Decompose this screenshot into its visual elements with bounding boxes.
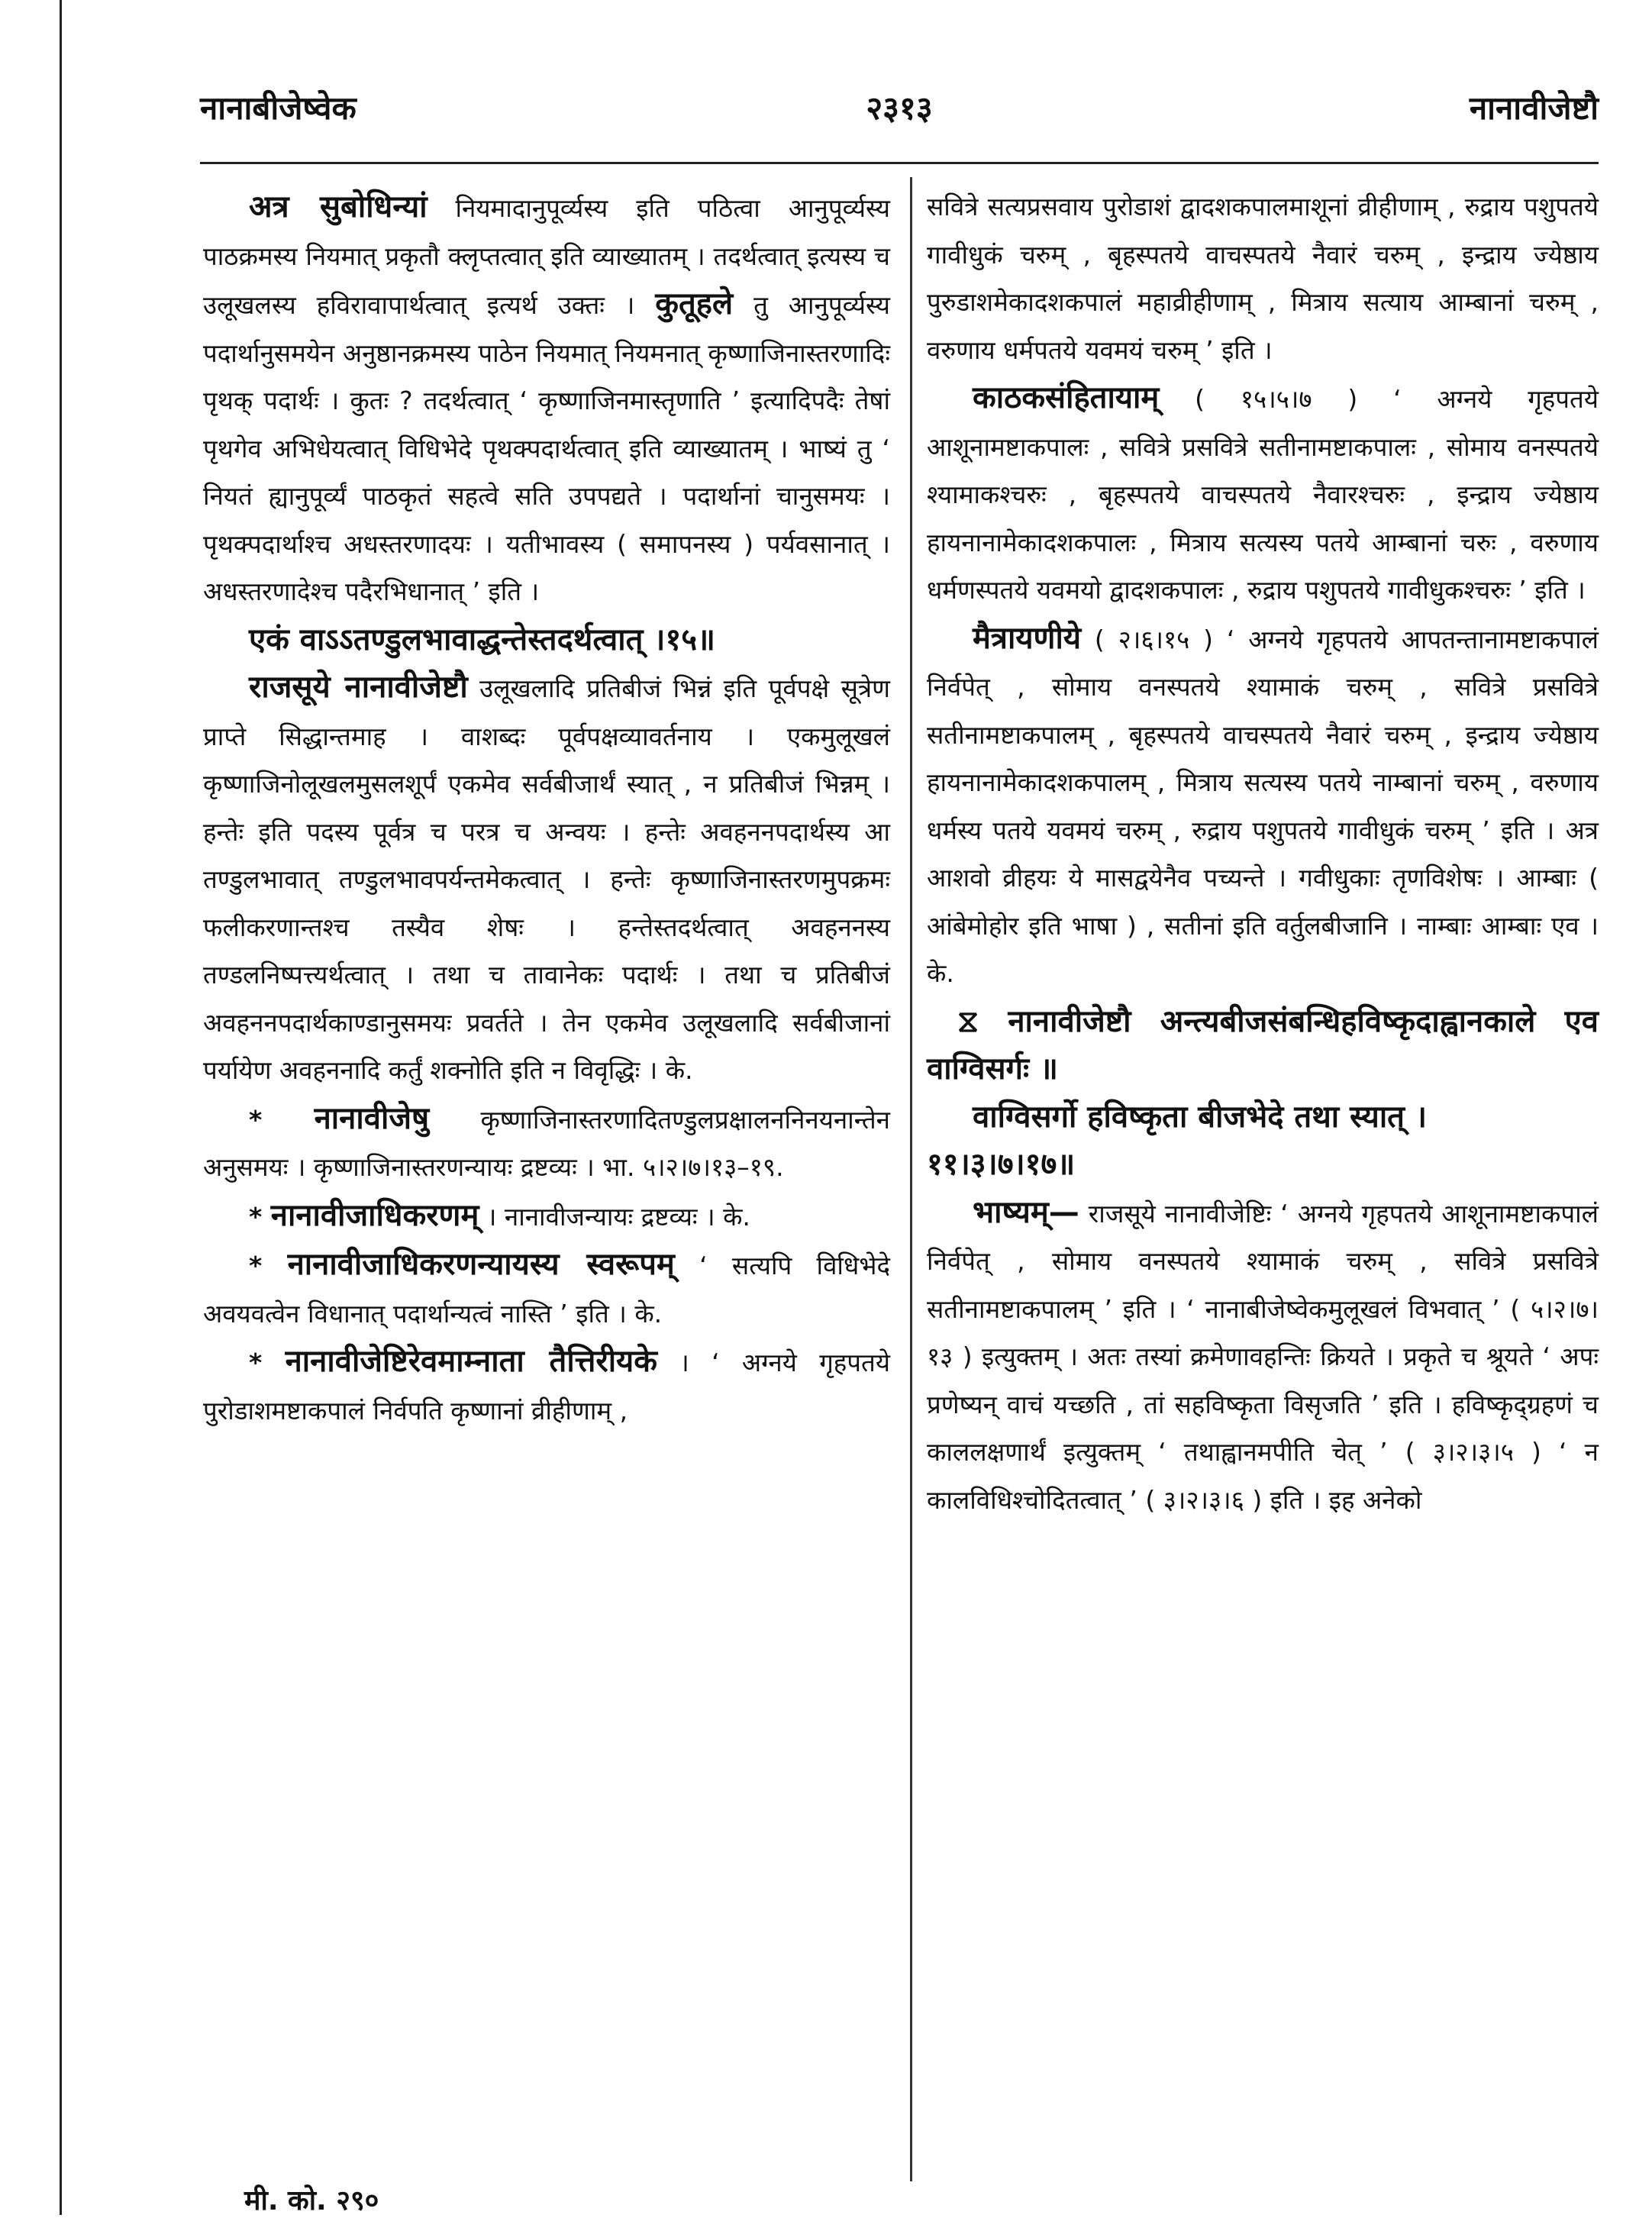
right-section-heading <box>927 998 1599 1093</box>
left-paragraph <box>203 1192 890 1241</box>
lemma: नानावीजाधिकरणन्यायस्य स्वरूपम् <box>287 1247 675 1282</box>
asterisk-marker: * <box>249 1201 271 1232</box>
heading-rest: अन्त्यबीजसंबन्धिहविष्कृदाह्वानकाले एव वाग्विसर्गः ॥ <box>927 1003 1599 1086</box>
right-paragraph <box>927 615 1599 998</box>
asterisk-marker: * <box>249 1104 315 1135</box>
paragraph-text: ‘ सत्यपि विधिभेदे अवयवत्वेन विधानात् पदार्थान्यत्वं नास्ति ’ इति । के. <box>203 1251 890 1329</box>
left-sutra <box>203 616 890 664</box>
column-divider <box>910 177 912 2181</box>
left-paragraph <box>203 183 890 616</box>
page-number: २३१३ <box>866 89 933 127</box>
left-paragraph <box>203 1095 890 1192</box>
lemma: राजसूये नानावीजेष्टौ <box>249 670 468 705</box>
lemma: नानावीजेष्टिरेवमाम्नाता तैत्तिरीयके <box>285 1344 657 1379</box>
paragraph-text: कृष्णाजिनास्तरणादितण्डुलप्रक्षालननिनयनान्तेन अनुसमयः । कृष्णाजिनास्तरणन्यायः द्रष्टव्यः । भा. ५।२।७।१३–१९. <box>203 1104 890 1182</box>
sutra-text: एकं वाऽऽतण्डुलभावाद्धन्तेस्तदर्थत्वात् ।१५॥ <box>249 621 716 657</box>
right-column <box>927 183 1599 1524</box>
paragraph-text: ( १५।५।७ ) ‘ अग्नये गृहपतये आशूनामष्टाकपालः , सवित्रे प्रसवित्रे सतीनामष्टाकपालः , सोमाय वनस्पतये श्यामाकश्चरुः , बृहस्पतये वाचस्पतये नैवारश्चरुः , इन्द्राय ज्येष्ठाय हायनानामेकादशकपालः , मित्राय सत्यस्य पतये आम्बानां चरुः , वरुणाय धर्मणस्पतये यवमयो द्वादशकपालः , रुद्राय पशुपतये गावीधुकश्चरुः ’ इति । <box>927 384 1599 605</box>
paragraph-text: उलूखलादि प्रतिबीजं भिन्नं इति पूर्वपक्षे सूत्रेण प्राप्ते सिद्धान्तमाह । वाशब्दः पूर्वपक्षव्यावर्तनाय । एकमुलूखलं कृष्णाजिनोलूखलमुसलशूर्पं एकमेव सर्वबीजार्थं स्यात् , न प्रतिबीजं भिन्नम् । हन्तेः इति पदस्य पूर्वत्र च परत्र च अन्वयः । हन्तेः अवहननपदार्थस्य आ तण्डुलभावात् तण्डुलभावपर्यन्तमेकत्वात् । हन्तेः कृष्णाजिनास्तरणमुपक्रमः फलीकरणान्तश्च तस्यैव शेषः । हन्तेस्तदर्थत्वात् अवहननस्य तण्डलनिष्पत्त्यर्थत्वात् । तथा च तावानेकः पदार्थः । तथा च प्रतिबीजं अवहननपदार्थकाण्डानुसमयः प्रवर्तते । तेन एकमेव उलूखलादि सर्वबीजानां पर्यायेण अवहननादि कर्तुं शक्नोति इति न विवृद्धिः । के. <box>203 673 891 1085</box>
right-sutra <box>927 1093 1599 1189</box>
header-right-guideword: नानावीजेष्टौ <box>1469 89 1599 127</box>
paragraph-text: तु आनुपूर्व्यस्य पदार्थानुसमयेन अनुष्ठानक्रमस्य पाठेन नियमात् नियमनात् कृष्णाजिनास्तरणादिः पृथक् पदार्थः । कुतः ? तदर्थत्वात् ‘ कृष्णाजिनमास्तृणाति ’ इत्यादिपदैः तेषां पृथगेव अभिधेयत्वात् विधिभेदे पृथक्पदार्थत्वात् इति व्याख्यातम् । भाष्यं तु ‘ नियतं ह्यानुपूर्व्यं पाठकृतं सहत्वे सति उपपद्यते । पदार्थानां चानुसमयः । पृथक्पदार्थाश्च अधस्तरणादयः । यतीभावस्य ( समापनस्य ) पर्यवसानात् । अधस्तरणादेश्च पदैरभिधानात् ’ इति । <box>203 290 890 606</box>
header-left-guideword: नानाबीजेष्वेक <box>200 89 357 127</box>
asterisk-marker: * <box>249 1348 286 1377</box>
running-header <box>200 86 1599 139</box>
lemma: मैत्रायणीये <box>973 620 1082 656</box>
heading-term: नानावीजेष्टौ <box>1008 1003 1160 1039</box>
left-column <box>203 183 890 1435</box>
left-paragraph <box>203 1241 890 1338</box>
lemma: अत्र सुबोधिन्यां <box>249 189 428 224</box>
right-paragraph <box>927 1189 1599 1525</box>
lemma: भाष्यम्— <box>973 1194 1079 1230</box>
header-rule <box>200 162 1599 164</box>
lemma: कुतूहले <box>655 286 734 321</box>
lemma: नानावीजाधिकरणम् <box>270 1197 479 1233</box>
hourglass-icon: ⧖ <box>957 1003 1008 1039</box>
paragraph-text: नियमादानुपूर्व्यस्य इति पठित्वा आनुपूर्व्यस्य पाठक्रमस्य नियमात् प्रकृतौ क्लृप्तत्वात् इति व्याख्यातम् । तदर्थत्वात् इत्यस्य च उलूखलस्य हविरावापार्थत्वात् इत्यर्थ उक्तः । <box>203 193 890 320</box>
left-paragraph <box>203 663 890 1095</box>
paragraph-text: । नानावीजन्यायः द्रष्टव्यः । के. <box>479 1201 750 1232</box>
paragraph-text: सवित्रे सत्यप्रसवाय पुरोडाशं द्वादशकपालमाशूनां व्रीहीणाम् , रुद्राय पशुपतये गावीधुकं चरुम् , बृहस्पतये वाचस्पतये नैवारं चरुम् , इन्द्राय ज्येष्ठाय पुरुडाशमेकादशकपालं महाव्रीहीणाम् , मित्राय सत्याय आम्बानां चरुम् , वरुणाय धर्मपतये यवमयं चरुम् ’ इति । <box>927 192 1599 365</box>
sutra-text: वाग्विसर्गो हविष्कृता बीजभेदे तथा स्यात् । <box>973 1099 1428 1135</box>
right-paragraph <box>927 183 1599 374</box>
footer-signature: मी. को. २९० <box>244 2185 379 2216</box>
right-paragraph <box>927 374 1599 615</box>
asterisk-marker: * <box>249 1251 288 1280</box>
lemma: काठकसंहितायाम् <box>973 380 1160 415</box>
paragraph-text: ( २।६।१५ ) ‘ अग्नये गृहपतये आपतन्तानामष्टाकपालं निर्वपेत् , सोमाय वनस्पतये श्यामाकं चरुम् , सवित्रे प्रसवित्रे सतीनामष्टाकपालम् , बृहस्पतये वाचस्पतये नैवारं चरुम् , इन्द्राय ज्येष्ठाय हायनानामेकादशकपालम् , मित्राय सत्यस्य पतये नाम्बानां चरुम् , वरुणाय धर्मस्य पतये यवमयं चरुम् , रुद्राय पशुपतये गावीधुकं चरुम् ’ इति । अत्र आशवो व्रीहयः ये मासद्वयेनैव पच्यन्ते । गवीधुकाः तृणविशेषः । आम्बाः ( आंबेमोहोर इति भाषा ) , सतीनां इति वर्तुलबीजानि । नाम्बाः आम्बाः एव । के. <box>927 624 1599 988</box>
sutra-number: ११।३।७।१७॥ <box>927 1147 1076 1182</box>
left-margin-rule <box>60 0 62 2215</box>
paragraph-text: राजसूये नानावीजेष्टिः ‘ अग्नये गृहपतये आशूनामष्टाकपालं निर्वपेत् , सोमाय वनस्पतये श्यामाकं चरुम् , सवित्रे प्रसवित्रे सतीनामष्टाकपालम् ’ इति । ‘ नानाबीजेष्वेकमुलूखलं विभवात् ’ ( ५।२।७।१३ ) इत्युक्तम् । अतः तस्यां क्रमेणावहन्तिः क्रियते । प्रकृते च श्रूयते ‘ अपः प्रणेष्यन् वाचं यच्छति , तां सहविष्कृता विसृजति ’ इति । हविष्कृद्ग्रहणं च काललक्षणार्थं इत्युक्तम् ‘ तथाह्वानमपीति चेत् ’ ( ३।२।३।५ ) ‘ न कालविधिश्चोदितत्वात् ’ ( ३।२।३।६ ) इति । इह अनेको <box>927 1198 1599 1515</box>
paragraph-text: । ‘ अग्नये गृहपतये पुरोडाशमष्टाकपालं निर्वपति कृष्णानां व्रीहीणाम् , <box>203 1348 890 1425</box>
left-paragraph <box>203 1338 890 1435</box>
lemma: नानावीजेषु <box>314 1100 430 1136</box>
